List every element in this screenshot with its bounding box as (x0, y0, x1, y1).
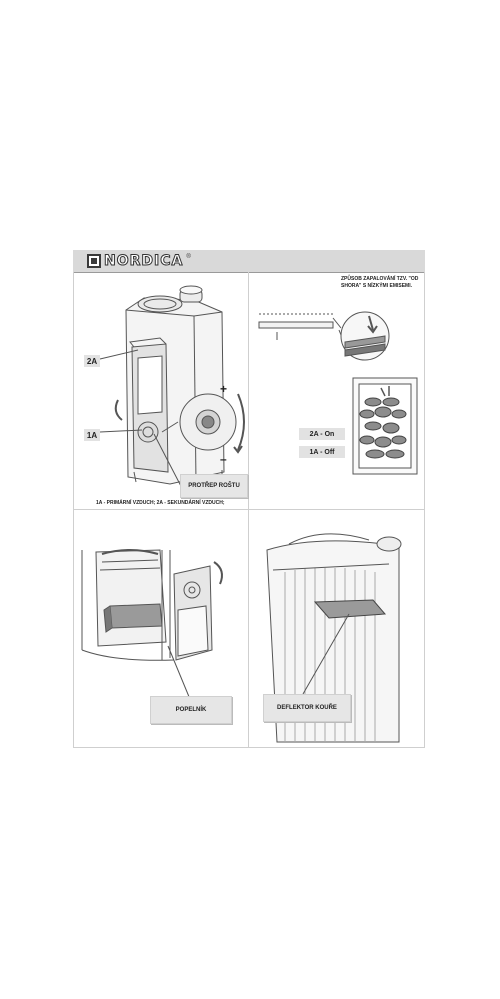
air-legend-caption: 1A - PRIMÁRNÍ VZDUCH; 2A - SEKUNDÁRNÍ VZDUCH; (96, 500, 225, 506)
minus-sign: – (220, 452, 227, 466)
brand-logo (87, 253, 191, 269)
brand-header (73, 250, 425, 273)
ignition-note: ZPŮSOB ZAPALOVÁNÍ TZV. "OD SHORA" S NÍZKÝMI EMISEMI. (341, 276, 419, 289)
logo-mark-icon (87, 254, 101, 268)
label-1a: 1A (84, 429, 100, 441)
brand-name: NORDICA (104, 253, 184, 269)
callout-ash-pan: POPELNÍK (150, 696, 232, 724)
panel-air-controls (73, 272, 249, 510)
panel-smoke-deflector (249, 510, 425, 748)
callout-smoke-deflector: DEFLEKTOR KOUŘE (263, 694, 351, 722)
registered-mark: ® (186, 254, 191, 260)
plus-sign: + (220, 382, 228, 396)
label-2a: 2A (84, 355, 100, 367)
callout-grate-shaker: PROTŘEP ROŠTU (180, 474, 248, 498)
tag-2a-on: 2A - On (299, 428, 345, 440)
panel-ash-pan (73, 510, 249, 748)
ignition-illustration (249, 272, 425, 510)
manual-page (73, 250, 425, 748)
panel-ignition (249, 272, 425, 510)
tag-1a-off: 1A - Off (299, 446, 345, 458)
